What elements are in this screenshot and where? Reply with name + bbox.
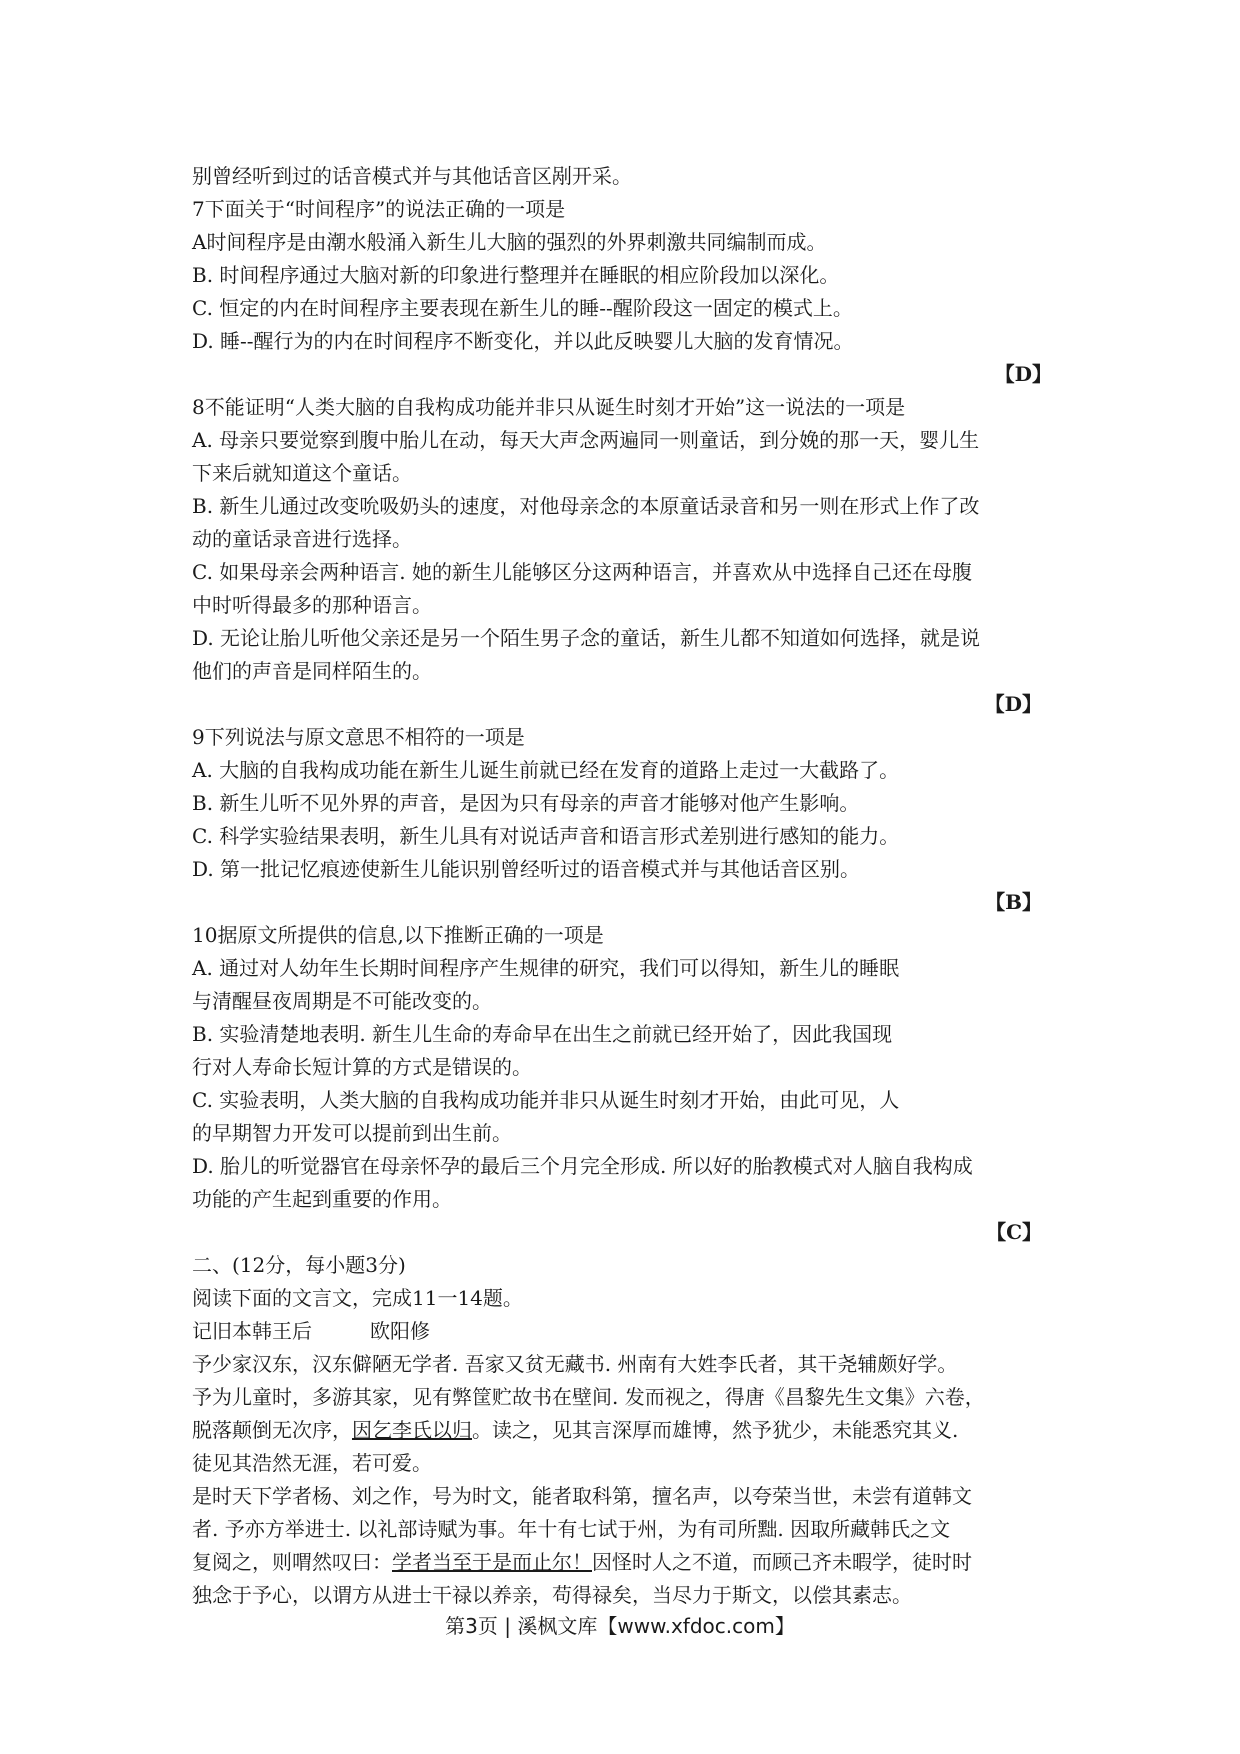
- underlined-phrase: 因乞李氏以归: [352, 1418, 472, 1442]
- passage-line: 徒见其浩然无涯，若可爱。: [192, 1451, 432, 1475]
- passage-line: 独念于予心，以谓方从进士干禄以养亲，苟得禄矣，当尽力于斯文，以偿其素志。: [192, 1583, 912, 1607]
- passage-text: 因怪时人之不道，而顾己齐未暇学，徒时时: [592, 1550, 972, 1574]
- passage-text: 脱落颠倒无次序，: [192, 1418, 352, 1442]
- answer-8: 【D】: [984, 692, 1042, 716]
- page-footer: 第3页 | 溪枫文库【www.xfdoc.com】: [445, 1614, 795, 1638]
- option-9a: A. 大脑的自我构成功能在新生儿诞生前就已经在发育的道路上走过一大截路了。: [192, 758, 900, 782]
- underlined-phrase: 学者当至于是而止尔！: [392, 1550, 592, 1574]
- option-9b: B. 新生儿听不见外界的声音，是因为只有母亲的声音才能够对他产生影响。: [192, 791, 860, 815]
- option-8d-cont: 他们的声音是同样陌生的。: [192, 659, 432, 683]
- option-10b-cont: 行对人寿命长短计算的方式是错误的。: [192, 1055, 532, 1079]
- option-10a: A. 通过对人幼年生长期时间程序产生规律的研究，我们可以得知，新生儿的睡眠: [192, 956, 900, 980]
- option-10d-cont: 功能的产生起到重要的作用。: [192, 1187, 452, 1211]
- option-8c: C. 如果母亲会两种语言. 她的新生儿能够区分这两种语言，并喜欢从中选择自己还在母腹: [192, 560, 973, 584]
- option-7b: B. 时间程序通过大脑对新的印象进行整理并在睡眠的相应阶段加以深化。: [192, 263, 840, 287]
- option-7c: C. 恒定的内在时间程序主要表现在新生儿的睡--醒阶段这一固定的模式上。: [192, 296, 853, 320]
- option-10c-cont: 的早期智力开发可以提前到出生前。: [192, 1121, 512, 1145]
- option-10d: D. 胎儿的听觉器官在母亲怀孕的最后三个月完全形成. 所以好的胎教模式对人脑自我构成: [192, 1154, 973, 1178]
- passage-text: 。读之，见其言深厚而雄博，然予犹少，未能悉究其义.: [472, 1418, 959, 1442]
- option-7d: D. 睡--醒行为的内在时间程序不断变化，并以此反映婴儿大脑的发育情况。: [192, 329, 854, 353]
- option-8a-cont: 下来后就知道这个童话。: [192, 461, 412, 485]
- option-10b: B. 实验清楚地表明. 新生儿生命的寿命早在出生之前就已经开始了，因此我国现: [192, 1022, 893, 1046]
- passage-line: 者. 予亦方举进士. 以礼部诗赋为事。年十有七试于州，为有司所黜. 因取所藏韩氏之文: [192, 1517, 951, 1541]
- option-8c-cont: 中时听得最多的那种语言。: [192, 593, 432, 617]
- question-8: 8不能证明“人类大脑的自我构成功能并非只从诞生时刻才开始”这一说法的一项是: [192, 395, 906, 419]
- option-8b-cont: 动的童话录音进行选择。: [192, 527, 412, 551]
- passage-line: [192, 1414, 1062, 1447]
- document-body: [192, 160, 1062, 1612]
- option-10a-cont: 与清醒昼夜周期是不可能改变的。: [192, 989, 492, 1013]
- answer-9: 【B】: [985, 890, 1042, 914]
- passage-text: 复阅之，则喟然叹曰：: [192, 1550, 392, 1574]
- option-9c: C. 科学实验结果表明，新生儿具有对说话声音和语言形式差别进行感知的能力。: [192, 824, 900, 848]
- essay-heading: [192, 1315, 1062, 1348]
- section-instruction: 阅读下面的文言文，完成11一14题。: [192, 1286, 523, 1310]
- question-7: 7下面关于“时间程序”的说法正确的一项是: [192, 197, 566, 221]
- option-10c: C. 实验表明，人类大脑的自我构成功能并非只从诞生时刻才开始，由此可见，人: [192, 1088, 900, 1112]
- passage-line: 予为儿童时，多游其家，见有弊筐贮故书在壁间. 发而视之，得唐《昌黎先生文集》六卷，: [192, 1385, 985, 1409]
- passage-line: 予少家汉东，汉东僻陋无学者. 吾家又贫无藏书. 州南有大姓李氏者，其干尧辅颇好学。: [192, 1352, 958, 1376]
- section-heading: 二、(12分，每小题3分): [192, 1253, 406, 1277]
- text-line: 别曾经听到过的话音模式并与其他话音区剐开采。: [192, 164, 632, 188]
- option-7a: A时间程序是由潮水般涌入新生儿大脑的强烈的外界刺激共同编制而成。: [192, 230, 827, 254]
- option-8a: A. 母亲只要觉察到腹中胎儿在动，每天大声念两遍同一则童话，到分娩的那一天，婴儿生: [192, 428, 980, 452]
- passage-line: 是时天下学者杨、刘之作，号为时文，能者取科第，擅名声，以夸荣当世，未尝有道韩文: [192, 1484, 972, 1508]
- passage-line: [192, 1546, 1062, 1579]
- option-8b: B. 新生儿通过改变吮吸奶头的速度，对他母亲念的本原童话录音和另一则在形式上作了改: [192, 494, 980, 518]
- answer-7: 【D】: [994, 362, 1052, 386]
- question-9: 9下列说法与原文意思不相符的一项是: [192, 725, 525, 749]
- essay-author: 欧阳修: [370, 1319, 430, 1343]
- answer-10: 【C】: [986, 1220, 1042, 1244]
- option-9d: D. 第一批记忆痕迹使新生儿能识别曾经听过的语音模式并与其他话音区别。: [192, 857, 861, 881]
- question-10: 10据原文所提供的信息,以下推断正确的一项是: [192, 923, 604, 947]
- essay-title: 记旧本韩王后: [192, 1319, 312, 1343]
- option-8d: D. 无论让胎儿听他父亲还是另一个陌生男子念的童话，新生儿都不知道如何选择，就是说: [192, 626, 981, 650]
